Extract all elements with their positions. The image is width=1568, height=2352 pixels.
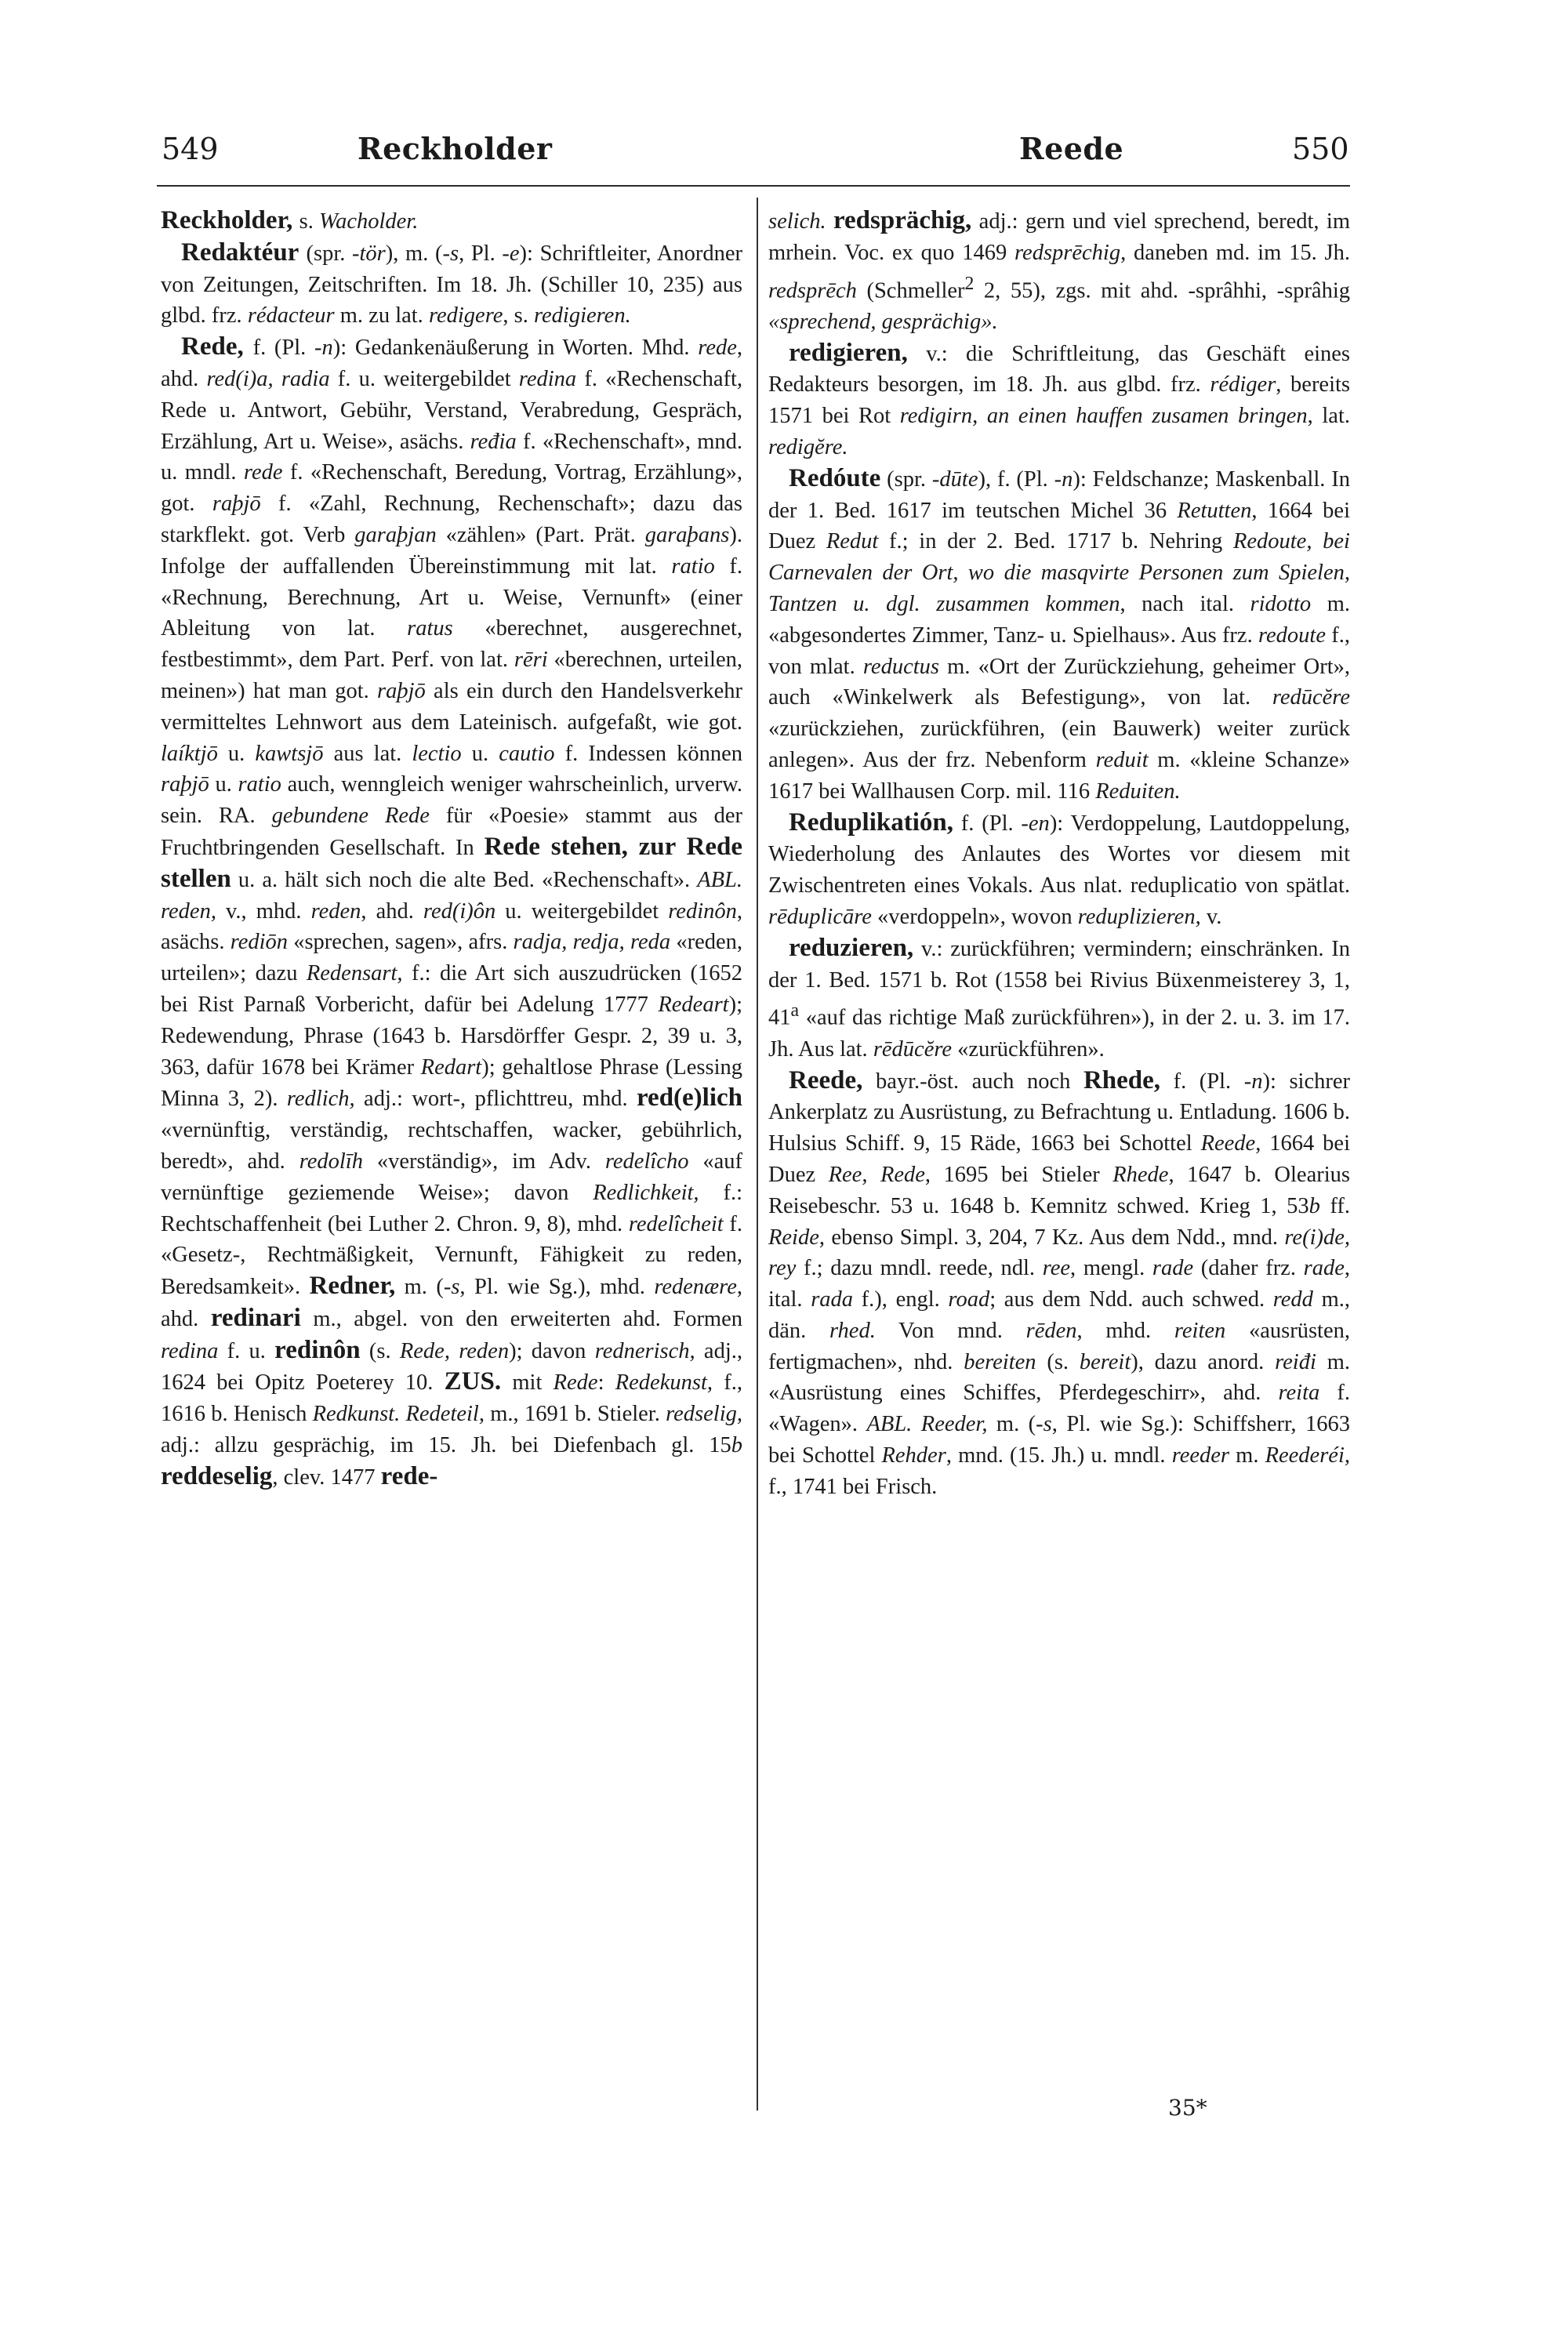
entry-text: «vernünftig, verständig, rechtschaffen, wacker, gebührlich, beredt», ahd. xyxy=(161,1118,742,1174)
headword: ZUS. xyxy=(444,1367,502,1396)
entry-text: (s. xyxy=(1036,1349,1080,1374)
entry-text: reduit xyxy=(1095,748,1149,773)
entry-text: m., 1691 b. Stieler. xyxy=(484,1402,666,1427)
entry-text: Reeder, xyxy=(920,1412,988,1437)
entry-text: redina xyxy=(161,1338,219,1363)
entry-text: , ahd. xyxy=(161,1275,742,1331)
entry-text: ); davon xyxy=(509,1338,595,1363)
entry-text: s xyxy=(451,1275,460,1300)
headword: reduzieren, xyxy=(789,933,914,962)
entry-text: gebundene Rede xyxy=(271,804,430,829)
entry-text: redigieren. xyxy=(533,303,631,328)
entry-text: , lat. xyxy=(1307,404,1350,429)
entry-text: f. Indessen können xyxy=(554,741,742,766)
entry-text: bereit xyxy=(1079,1349,1131,1374)
entry-text: redelîcheit xyxy=(628,1211,724,1236)
entry-text: Rehder xyxy=(881,1443,946,1468)
entry-text: raþjō xyxy=(377,678,426,703)
entry-text: s xyxy=(449,241,459,266)
entry-text: reeder xyxy=(1171,1443,1230,1468)
entry-text: «zählen» (Part. Prät. xyxy=(436,522,645,547)
entry-text: m. xyxy=(1229,1443,1265,1468)
entry-text: 2, 55), zgs. mit ahd. xyxy=(974,278,1189,303)
entry-text: , mnd. (15. Jh.) u. mndl. xyxy=(946,1443,1172,1468)
entry-text: adj.: gern und viel sprechend, beredt, im mrhein. Voc. ex quo 1469 xyxy=(768,209,1350,265)
entry-text: u. xyxy=(209,772,238,797)
entry-text: b xyxy=(1308,1193,1320,1218)
entry-text: Reduiten. xyxy=(1095,779,1181,804)
entry-text: ratio xyxy=(671,554,715,579)
entry-text: rēdūcĕre xyxy=(873,1036,953,1062)
entry-text: , s. xyxy=(503,303,534,328)
entry-text: f.: die Art sich auszudrücken (1652 bei Rist Parnaß Vorbericht, dafür bei Adelung 1777 xyxy=(161,961,742,1017)
headword: redsprächig, xyxy=(833,206,972,234)
column-separator xyxy=(757,198,758,2111)
entry-text: Redekunst, xyxy=(615,1370,713,1396)
left-running-head: Reckholder xyxy=(358,131,553,166)
entry-text: radja, redja, reda xyxy=(513,930,671,955)
dictionary-entry xyxy=(768,1065,1350,1503)
entry-text: ): Schriftleiter, Anordner von Zeitungen, Zeitschriften. Im 18. Jh. (Schiller 10, 235) aus glbd. frz. xyxy=(161,241,742,328)
entry-text: reiten xyxy=(1174,1318,1226,1343)
entry-text: ): Gedankenäußerung in Worten. Mhd. xyxy=(332,336,699,361)
entry-text: f. «Zahl, Rechnung, Rechenschaft»; dazu das starkflekt. got. Verb xyxy=(161,492,742,547)
entry-text: , Pl. - xyxy=(459,241,510,266)
entry-text: f.: Rechtschaffenheit (bei Luther 2. Chron. 9, 8), mhd. xyxy=(161,1180,742,1236)
entry-text: m. «kleine Schanze» 1617 bei Wallhausen Corp. mil. 116 xyxy=(768,748,1350,804)
entry-text xyxy=(826,209,833,234)
entry-text: rede xyxy=(243,460,283,485)
entry-text: , asächs. xyxy=(161,898,742,955)
entry-text: reduplizieren, xyxy=(1077,905,1201,930)
entry-text: Rede, reden xyxy=(399,1338,510,1363)
entry-text: redelîcho xyxy=(604,1149,689,1174)
entry-text: «auf das richtige Maß zurückführen»), in der 2. u. 3. im 17. Jh. Aus lat. xyxy=(768,1005,1350,1062)
entry-text: reden, xyxy=(161,898,216,924)
entry-text: «verständig», im Adv. xyxy=(362,1149,605,1174)
entry-text: rede xyxy=(698,336,737,361)
entry-text: Redeart xyxy=(658,992,729,1017)
entry-text: f. «Gesetz-, Rechtmäßigkeit, Vernunft, Fähigkeit zu reden, Beredsamkeit». xyxy=(161,1211,743,1300)
entry-text: Wacholder. xyxy=(318,209,419,234)
entry-text: auch, wenngleich weniger wahrscheinlich, urverw. sein. RA. xyxy=(161,772,742,829)
entry-text: Retutten xyxy=(1177,498,1252,523)
entry-text: v., mhd. xyxy=(216,898,311,924)
headword: red(e)lich xyxy=(637,1083,743,1112)
entry-text: f.), engl. xyxy=(853,1287,949,1312)
entry-text: raþjō xyxy=(161,772,209,797)
headword: reddeselig xyxy=(161,1461,273,1490)
entry-text: für «Poesie» stammt aus der Fruchtbringenden Gesellschaft. In xyxy=(161,804,743,860)
entry-text: , ndl. xyxy=(987,1256,1043,1281)
entry-text: rade xyxy=(1152,1256,1194,1281)
entry-text: , ital. xyxy=(768,1256,1350,1312)
dictionary-entry xyxy=(768,338,1350,463)
entry-text: v.: zurückführen; vermindern; einschränken. In der 1. Bed. 1571 b. Rot (1558 bei Rivius Büxenmeisterey 3, 1, 41 xyxy=(768,936,1350,1030)
entry-text: , 1663 bei Schottel xyxy=(1015,1131,1201,1156)
entry-text: kawtsjō xyxy=(255,741,324,766)
entry-text: Redart xyxy=(420,1054,482,1080)
entry-text: laíktjō xyxy=(161,741,218,766)
entry-text: redsprēchig xyxy=(1014,240,1121,265)
entry-text: ređia xyxy=(470,429,517,454)
entry-text: e xyxy=(509,241,520,266)
entry-text: adj., 1624 bei Opitz Poeterey 10. xyxy=(161,1338,742,1396)
entry-text: Rede xyxy=(553,1370,598,1396)
entry-text: ); Redewendung, Phrase (1643 b. Harsdörffer Gespr. 2, 39 u. 3, 363, dafür 1678 bei Krämer xyxy=(161,992,742,1080)
entry-text: selich. xyxy=(768,209,826,234)
entry-text: re(i)de, rey xyxy=(768,1225,1350,1281)
signature-mark: 35* xyxy=(1168,2095,1207,2121)
entry-text: reita xyxy=(1278,1381,1320,1406)
entry-text: , 1695 bei Stieler xyxy=(924,1162,1113,1187)
entry-text: m. zu lat. xyxy=(334,303,429,328)
entry-text: ABL. xyxy=(866,1412,913,1437)
headword: Redaktéur xyxy=(181,238,307,267)
entry-text: u. xyxy=(461,741,499,766)
entry-text: (spr. - xyxy=(880,466,940,492)
entry-text: Rhede xyxy=(1112,1162,1169,1187)
headword: Redóute xyxy=(789,463,881,492)
entry-text: , mhd. xyxy=(1076,1318,1174,1343)
entry-text: , mengl. xyxy=(1070,1256,1152,1281)
entry-text: tör xyxy=(359,241,386,266)
entry-text: reden xyxy=(310,898,361,924)
entry-text: m. (- xyxy=(987,1412,1044,1437)
entry-text: redlich, xyxy=(286,1087,355,1112)
entry-text: ): Verdoppelung, Lautdoppelung, Wiederholung des Anlautes des Wortes vor diesem mit Zwischentreten eines Vokals. Aus nlat. xyxy=(768,811,1350,898)
entry-text: , bereits 1571 bei Rot xyxy=(768,372,1351,429)
entry-text: ree xyxy=(1042,1256,1071,1281)
headword: Reduplikatión, xyxy=(789,808,953,837)
entry-text: Räde xyxy=(969,1131,1016,1156)
entry-text: f. «Rechenschaft, Rede u. Antwort, Gebühr, Verstand, Verabredung, Gespräch, Erzählung, Art u. Weise», asächs. xyxy=(161,366,743,454)
entry-text: (s. xyxy=(360,1338,400,1363)
entry-text: rédacteur xyxy=(247,303,335,328)
entry-text: 2 xyxy=(964,273,975,294)
entry-text: reede xyxy=(939,1256,988,1281)
headword: Redner, xyxy=(309,1272,396,1301)
headword: redinari xyxy=(210,1303,301,1332)
entry-text: n xyxy=(1062,466,1073,492)
entry-text: redigirn, an einen hauffen zusamen bringen xyxy=(899,404,1308,429)
entry-text: : xyxy=(597,1370,615,1396)
entry-text: m. «abgesondertes Zimmer, Tanz- u. Spielhaus». Aus frz. xyxy=(768,592,1350,648)
entry-text: , clev. 1477 xyxy=(272,1465,381,1490)
entry-text: adj.: wort-, pflichttreu, mhd. xyxy=(354,1087,637,1112)
entry-text: f. «Rechenschaft, Beredung, Vortrag, Erzählung», got. xyxy=(161,460,743,517)
entry-text: reduplicatio xyxy=(1130,873,1237,898)
entry-text: n xyxy=(1251,1069,1263,1094)
headword: rede- xyxy=(380,1461,438,1490)
entry-text: «zurückziehen, zurückführen, (ein Bauwerk) weiter zurück anlegen». Aus der frz. Nebenform xyxy=(768,717,1350,773)
entry-text: f., 1741 bei Frisch. xyxy=(768,1474,938,1499)
entry-text: en xyxy=(1028,811,1050,836)
entry-text: ratus xyxy=(407,616,453,641)
entry-text: u. xyxy=(217,741,256,766)
entry-text: redinôn xyxy=(668,898,737,924)
entry-text: Reide xyxy=(768,1225,819,1250)
entry-text: ). Infolge der auffallenden Übereinstimmung mit lat. xyxy=(161,522,742,579)
entry-text: rédiger xyxy=(1210,372,1276,397)
headword: Rede stehen, zur Rede stellen xyxy=(161,832,742,893)
entry-text: redd xyxy=(1272,1287,1313,1312)
entry-text: Ree, Rede xyxy=(828,1162,925,1187)
entry-text: «auf vernünftige geziemende Weise»; davon xyxy=(161,1149,743,1205)
entry-text: m., dän. xyxy=(768,1287,1350,1343)
entry-text: road xyxy=(948,1287,990,1312)
entry-text: red(i)a, radia xyxy=(206,366,330,391)
entry-text: , nach ital. xyxy=(1120,592,1250,617)
entry-text: dūte xyxy=(939,466,978,492)
entry-text: «berechnen, urteilen, meinen») hat man got. xyxy=(161,648,742,703)
entry-text: f.; dazu mndl. xyxy=(796,1256,940,1281)
entry-text: redsprēch xyxy=(768,278,857,303)
entry-text: redigere xyxy=(428,303,503,328)
entry-text: redselig, xyxy=(666,1402,743,1427)
dictionary-entry xyxy=(768,205,1350,338)
entry-text: «berechnet, ausgerechnet, festbestimmt», dem Part. Perf. von lat. xyxy=(161,616,742,673)
entry-text: Von mnd. xyxy=(875,1318,1026,1343)
entry-text: rediōn xyxy=(230,930,289,955)
entry-text: rhed. xyxy=(829,1318,876,1343)
entry-text: , daneben md. im 15. Jh. xyxy=(1120,240,1350,265)
entry-text: a xyxy=(790,1000,800,1022)
entry-text: redolīh xyxy=(299,1149,363,1174)
entry-text: rada xyxy=(811,1287,854,1312)
entry-text: f. (Pl. - xyxy=(1160,1069,1252,1094)
entry-text: red(i)ôn xyxy=(423,898,496,924)
dictionary-entry xyxy=(161,238,742,332)
entry-text: von spätlat. xyxy=(1236,873,1350,898)
dictionary-entry xyxy=(161,332,742,1493)
entry-text: «sprechend, gesprächig». xyxy=(768,309,998,334)
entry-text: f. «Rechenschaft», mnd. u. mndl. xyxy=(161,429,743,485)
entry-text: cautio xyxy=(499,741,555,766)
entry-text: rēduplicāre xyxy=(768,905,872,930)
entry-text: ), f. (Pl. - xyxy=(978,466,1062,492)
entry-text: f. u. xyxy=(218,1338,275,1363)
entry-text: ), m. (- xyxy=(385,241,450,266)
entry-text: ff. xyxy=(1319,1193,1350,1218)
entry-text: «sprechen, sagen», afrs. xyxy=(288,930,514,955)
entry-text: Redensart, xyxy=(306,961,403,986)
dictionary-entry xyxy=(161,205,742,238)
entry-text: u. a. hält sich noch die alte Bed. «Rechenschaft». xyxy=(230,867,698,892)
entry-text: (Schmeller xyxy=(856,278,965,303)
entry-text: «ausrüsten, fertigmachen», nhd. xyxy=(768,1318,1350,1374)
entry-text: raþjō xyxy=(212,492,261,517)
header-rule xyxy=(157,185,1350,187)
entry-text: m. «Ort der Zurückziehung, geheimer Ort», auch «Winkelwerk als Befestigung», von lat. xyxy=(768,654,1350,710)
entry-text: ): sichrer Ankerplatz zu Ausrüstung, zu Befrachtung u. Entladung. 1606 b. Hulsius Schiff. 9, 15 xyxy=(768,1069,1350,1156)
entry-text: Redeteil, xyxy=(405,1402,485,1427)
entry-text: redūcĕre xyxy=(1272,685,1350,710)
entry-text: , ahd. xyxy=(361,898,423,924)
entry-text: «zurückführen». xyxy=(952,1036,1105,1062)
entry-text: Redlichkeit, xyxy=(593,1180,699,1205)
entry-text: , 1647 b. Olearius Reisebeschr. 53 u. 1648 b. Kemnitz schwed. Krieg 1, 53 xyxy=(768,1162,1350,1218)
entry-text: rēri xyxy=(514,648,548,673)
headword: Reede, xyxy=(789,1065,863,1094)
entry-text: aus lat. xyxy=(323,741,412,766)
entry-text: bereiten xyxy=(964,1349,1036,1374)
entry-text: redina xyxy=(518,366,577,391)
entry-text: rade xyxy=(1303,1256,1345,1281)
headword: redigieren, xyxy=(789,338,908,367)
entry-text: rēden xyxy=(1025,1318,1077,1343)
entry-text: f. «Rechnung, Berechnung, Art u. Weise, Vernunft» (einer Ableitung von lat. xyxy=(161,554,742,641)
entry-text: v. xyxy=(1200,905,1222,930)
entry-text: (spr. - xyxy=(306,241,360,266)
entry-text: ABL. xyxy=(697,867,742,892)
entry-text: , ahd. xyxy=(161,336,742,391)
entry-text: ridotto xyxy=(1250,592,1312,617)
headword: redinôn xyxy=(274,1335,361,1364)
entry-text: redenære xyxy=(654,1275,737,1300)
entry-text: lectio xyxy=(412,741,462,766)
entry-text: Reede xyxy=(1200,1131,1256,1156)
entry-text: garaþans xyxy=(644,522,730,547)
entry-text: m., abgel. von den erweiterten ahd. Formen xyxy=(300,1306,743,1331)
entry-text: f.; in der 2. Bed. 1717 b. Nehring xyxy=(878,529,1233,554)
entry-text: ): Feldschanze; Maskenball. In der 1. Bed. 1617 im teutschen Michel 36 xyxy=(768,466,1350,523)
entry-text: ratio xyxy=(238,772,281,797)
entry-text: -sprâhhi, -sprâhig xyxy=(1188,278,1350,303)
entry-text: m. (- xyxy=(395,1275,452,1300)
right-column xyxy=(768,205,1350,1503)
entry-text: s. xyxy=(299,209,319,234)
entry-text: Redkunst. xyxy=(312,1402,401,1427)
entry-text: f. (Pl. - xyxy=(953,811,1029,836)
entry-text: adj.: allzu gesprächig, im 15. Jh. bei Diefenbach gl. 15 xyxy=(161,1433,731,1458)
entry-text: (daher frz. xyxy=(1193,1256,1304,1281)
right-running-head: Reede xyxy=(1019,131,1124,166)
entry-text: Reederéi, xyxy=(1265,1443,1350,1468)
dictionary-entry xyxy=(768,808,1350,933)
entry-text: «verdoppeln», wovon xyxy=(871,905,1078,930)
entry-text: b xyxy=(731,1433,742,1458)
entry-text: als ein durch den Handelsverkehr vermitteltes Lehnwort aus dem Lateinisch. aufgefaßt, wie got. xyxy=(161,678,742,735)
entry-text: f., 1616 b. Henisch xyxy=(161,1370,742,1427)
entry-text: garaþjan xyxy=(354,522,437,547)
entry-text: «reden, urteilen»; dazu xyxy=(161,930,742,986)
entry-text: reductus xyxy=(862,654,939,679)
entry-text: rednerisch, xyxy=(594,1338,695,1363)
headword: Rhede, xyxy=(1083,1065,1161,1094)
entry-text: f. u. weitergebildet xyxy=(329,366,519,391)
entry-text: , 1664 bei Duez xyxy=(768,1131,1350,1187)
entry-text: mit xyxy=(501,1370,554,1396)
right-page-number: 550 xyxy=(1292,132,1349,166)
entry-text: , Pl. wie Sg.), mhd. xyxy=(459,1275,655,1300)
entry-text: n xyxy=(321,336,333,361)
left-page-number: 549 xyxy=(162,132,219,166)
entry-text: , 1664 bei Duez xyxy=(768,498,1350,554)
dictionary-entry xyxy=(768,463,1350,808)
entry-text: , Pl. wie Sg.): Schiffsherr, 1663 bei Schottel xyxy=(768,1412,1350,1468)
entry-text: redigĕre. xyxy=(768,435,848,460)
entry-text: Redoute, bei Carnevalen der Ort, wo die masqvirte Personen zum Spielen, Tantzen u. dgl. zusammen kommen xyxy=(768,529,1350,617)
entry-text: f. (Pl. - xyxy=(252,336,322,361)
entry-text: m. «Ausrüstung eines Schiffes, Pferdegeschirr», ahd. xyxy=(768,1349,1350,1406)
entry-text xyxy=(912,1412,920,1436)
entry-text: , ebenso Simpl. 3, 204, 7 Kz. Aus dem Ndd., mnd. xyxy=(818,1225,1285,1250)
dictionary-entry xyxy=(768,933,1350,1065)
entry-text: Redut xyxy=(826,529,879,554)
left-column xyxy=(161,205,742,1494)
headword: Reckholder, xyxy=(161,206,299,234)
entry-text: f. «Wagen». xyxy=(768,1381,1350,1437)
entry-text: redoute xyxy=(1258,622,1326,648)
entry-text: u. weitergebildet xyxy=(495,898,669,924)
entry-text: bayr.-öst. auch noch xyxy=(862,1069,1083,1094)
entry-text: v.: die Schriftleitung, das Geschäft eines Redakteurs besorgen, im 18. Jh. aus glbd. frz. xyxy=(768,341,1350,397)
headword: Rede, xyxy=(181,332,253,361)
entry-text: f., von mlat. xyxy=(768,622,1350,679)
entry-text: ); gehaltlose Phrase (Lessing Minna 3, 2). xyxy=(161,1054,742,1112)
entry-text: s xyxy=(1043,1412,1052,1437)
entry-text: reiđi xyxy=(1275,1349,1316,1374)
entry-text: ; aus dem Ndd. auch schwed. xyxy=(989,1287,1273,1312)
entry-text: ), dazu anord. xyxy=(1131,1349,1276,1374)
